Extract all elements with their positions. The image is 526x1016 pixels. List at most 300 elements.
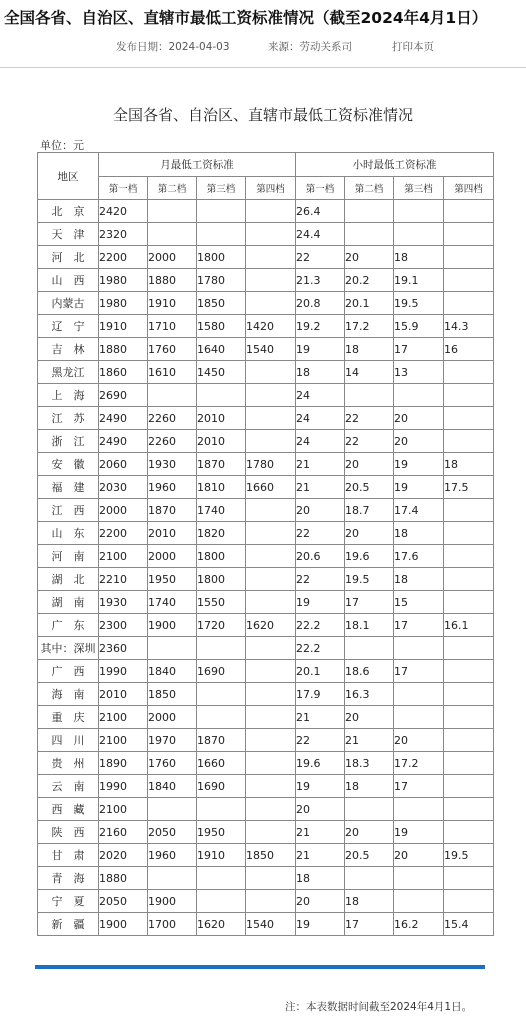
table-row [38, 453, 494, 476]
monthly-tier-1-cell: 2030 [99, 476, 148, 499]
hourly-tier-3-cell: 18 [394, 568, 444, 591]
hourly-tier-3-cell [394, 706, 444, 729]
hourly-tier-2-cell: 18.6 [345, 660, 394, 683]
region-cell: 广 西 [38, 660, 99, 683]
hourly-tier-4-cell [444, 729, 494, 752]
table-row [38, 913, 494, 936]
monthly-tier-4-cell [246, 384, 296, 407]
hourly-tier-4-cell [444, 499, 494, 522]
table-row [38, 384, 494, 407]
monthly-tier-1-cell: 2010 [99, 683, 148, 706]
monthly-tier-3-cell: 1660 [197, 752, 246, 775]
table-row [38, 246, 494, 269]
monthly-tier-1-cell: 1980 [99, 269, 148, 292]
hourly-tier-1-cell: 22 [296, 729, 345, 752]
monthly-tier-1-header: 第一档 [99, 177, 148, 200]
hourly-tier-3-cell: 17 [394, 338, 444, 361]
monthly-tier-4-cell [246, 430, 296, 453]
hourly-tier-4-cell [444, 223, 494, 246]
monthly-tier-4-cell: 1420 [246, 315, 296, 338]
table-row [38, 729, 494, 752]
hourly-tier-1-cell: 22 [296, 246, 345, 269]
monthly-tier-3-cell: 1800 [197, 246, 246, 269]
hourly-tier-1-cell: 17.9 [296, 683, 345, 706]
monthly-tier-1-cell: 2000 [99, 499, 148, 522]
monthly-tier-1-cell: 1990 [99, 775, 148, 798]
hourly-tier-3-cell: 15 [394, 591, 444, 614]
hourly-tier-2-cell: 21 [345, 729, 394, 752]
hourly-tier-2-cell: 19.6 [345, 545, 394, 568]
monthly-tier-3-cell [197, 798, 246, 821]
hourly-tier-1-cell: 20 [296, 890, 345, 913]
publish-date-label: 发布日期： [116, 41, 169, 53]
hourly-tier-4-cell [444, 683, 494, 706]
monthly-tier-4-cell [246, 798, 296, 821]
monthly-tier-4-cell [246, 200, 296, 223]
hourly-tier-4-cell [444, 637, 494, 660]
monthly-tier-3-cell [197, 384, 246, 407]
source-value: 劳动关系司 [299, 41, 352, 53]
monthly-tier-3-cell [197, 223, 246, 246]
monthly-tier-3-cell [197, 683, 246, 706]
monthly-tier-4-cell [246, 821, 296, 844]
monthly-tier-2-cell: 1910 [148, 292, 197, 315]
monthly-tier-3-cell [197, 867, 246, 890]
hourly-tier-3-cell: 17.6 [394, 545, 444, 568]
monthly-tier-4-header: 第四档 [246, 177, 296, 200]
monthly-tier-2-cell: 1840 [148, 775, 197, 798]
monthly-tier-4-cell: 1540 [246, 338, 296, 361]
monthly-tier-2-cell: 2010 [148, 522, 197, 545]
monthly-tier-1-cell: 2690 [99, 384, 148, 407]
publish-date-value: 2024-04-03 [168, 41, 230, 53]
monthly-tier-1-cell: 2100 [99, 545, 148, 568]
region-cell: 河 北 [38, 246, 99, 269]
hourly-tier-3-cell: 17.4 [394, 499, 444, 522]
hourly-tier-1-cell: 21 [296, 706, 345, 729]
hourly-tier-1-cell: 22 [296, 522, 345, 545]
hourly-tier-1-cell: 21 [296, 844, 345, 867]
monthly-tier-2-cell: 1740 [148, 591, 197, 614]
hourly-tier-2-cell [345, 223, 394, 246]
table-row [38, 292, 494, 315]
hourly-tier-3-cell: 17 [394, 660, 444, 683]
hourly-tier-3-cell: 19 [394, 821, 444, 844]
monthly-tier-2-cell: 2050 [148, 821, 197, 844]
min-wage-table [37, 152, 494, 936]
monthly-tier-1-cell: 2490 [99, 430, 148, 453]
monthly-tier-3-cell: 1800 [197, 568, 246, 591]
hourly-tier-4-cell [444, 775, 494, 798]
monthly-tier-3-cell [197, 200, 246, 223]
hourly-tier-1-cell: 19 [296, 591, 345, 614]
hourly-tier-4-cell [444, 200, 494, 223]
monthly-tier-2-cell [148, 867, 197, 890]
hourly-tier-4-cell [444, 430, 494, 453]
monthly-tier-1-cell: 1880 [99, 338, 148, 361]
region-cell: 西 藏 [38, 798, 99, 821]
hourly-tier-1-cell: 21.3 [296, 269, 345, 292]
monthly-tier-1-cell: 2420 [99, 200, 148, 223]
table-row [38, 269, 494, 292]
highlight-line [35, 965, 485, 969]
monthly-tier-3-cell: 1720 [197, 614, 246, 637]
monthly-tier-3-cell: 1800 [197, 545, 246, 568]
hourly-tier-2-cell [345, 637, 394, 660]
monthly-tier-1-cell: 2020 [99, 844, 148, 867]
hourly-tier-2-cell: 17 [345, 913, 394, 936]
monthly-tier-4-cell [246, 775, 296, 798]
region-cell: 江 西 [38, 499, 99, 522]
monthly-tier-2-cell: 1870 [148, 499, 197, 522]
hourly-tier-4-cell [444, 706, 494, 729]
monthly-tier-2-cell: 1610 [148, 361, 197, 384]
hourly-tier-4-cell: 16 [444, 338, 494, 361]
hourly-tier-1-cell: 18 [296, 361, 345, 384]
monthly-tier-1-cell: 1990 [99, 660, 148, 683]
hourly-tier-2-cell: 18.3 [345, 752, 394, 775]
footnote: 注：本表数据时间截至2024年4月1日。 [285, 1001, 473, 1013]
monthly-tier-1-cell: 1930 [99, 591, 148, 614]
hourly-tier-3-cell: 15.9 [394, 315, 444, 338]
region-cell: 湖 北 [38, 568, 99, 591]
unit-label: 单位：元 [40, 139, 84, 152]
hourly-tier-2-cell [345, 798, 394, 821]
hourly-tier-4-cell: 19.5 [444, 844, 494, 867]
monthly-tier-2-header: 第二档 [148, 177, 197, 200]
monthly-tier-4-cell [246, 683, 296, 706]
hourly-tier-2-cell: 20.5 [345, 476, 394, 499]
monthly-tier-3-cell: 1870 [197, 729, 246, 752]
hourly-tier-3-header: 第三档 [394, 177, 444, 200]
monthly-tier-4-cell [246, 223, 296, 246]
hourly-tier-4-cell [444, 522, 494, 545]
table-row [38, 315, 494, 338]
hourly-tier-4-cell: 14.3 [444, 315, 494, 338]
region-cell: 云 南 [38, 775, 99, 798]
hourly-tier-4-cell: 17.5 [444, 476, 494, 499]
monthly-tier-4-cell [246, 637, 296, 660]
monthly-tier-2-cell: 1710 [148, 315, 197, 338]
region-cell: 宁 夏 [38, 890, 99, 913]
monthly-tier-2-cell: 2260 [148, 407, 197, 430]
table-row [38, 844, 494, 867]
table-row [38, 568, 494, 591]
monthly-tier-3-cell: 1810 [197, 476, 246, 499]
monthly-tier-2-cell: 1970 [148, 729, 197, 752]
hourly-tier-4-cell: 18 [444, 453, 494, 476]
monthly-tier-1-cell: 2200 [99, 246, 148, 269]
region-cell: 陕 西 [38, 821, 99, 844]
hourly-tier-3-cell: 17 [394, 775, 444, 798]
hourly-tier-1-cell: 18 [296, 867, 345, 890]
region-cell: 安 徽 [38, 453, 99, 476]
print-page-link[interactable]: 打印本页 [392, 41, 434, 53]
hourly-tier-4-cell [444, 867, 494, 890]
hourly-tier-4-cell [444, 407, 494, 430]
monthly-tier-3-cell: 1740 [197, 499, 246, 522]
hourly-tier-1-cell: 24.4 [296, 223, 345, 246]
hourly-tier-2-cell: 18 [345, 775, 394, 798]
hourly-tier-3-cell: 18 [394, 522, 444, 545]
monthly-tier-1-cell: 2300 [99, 614, 148, 637]
hourly-tier-3-cell: 19.5 [394, 292, 444, 315]
table-row [38, 637, 494, 660]
region-cell: 湖 南 [38, 591, 99, 614]
monthly-tier-4-cell [246, 568, 296, 591]
monthly-tier-4-cell: 1620 [246, 614, 296, 637]
region-cell: 内蒙古 [38, 292, 99, 315]
monthly-tier-1-cell: 1980 [99, 292, 148, 315]
hourly-tier-4-cell [444, 568, 494, 591]
table-row [38, 867, 494, 890]
region-cell: 黑龙江 [38, 361, 99, 384]
hourly-tier-4-cell [444, 384, 494, 407]
monthly-tier-1-cell: 2050 [99, 890, 148, 913]
monthly-tier-4-cell [246, 729, 296, 752]
hourly-tier-1-cell: 21 [296, 476, 345, 499]
monthly-tier-2-cell [148, 223, 197, 246]
hourly-tier-1-cell: 22.2 [296, 614, 345, 637]
monthly-tier-1-cell: 2100 [99, 729, 148, 752]
hourly-tier-2-cell: 17.2 [345, 315, 394, 338]
hourly-tier-3-cell: 19.1 [394, 269, 444, 292]
table-row [38, 200, 494, 223]
monthly-tier-3-cell [197, 890, 246, 913]
monthly-tier-3-cell: 1850 [197, 292, 246, 315]
hourly-tier-3-cell [394, 637, 444, 660]
monthly-tier-2-cell: 1960 [148, 476, 197, 499]
hourly-tier-4-cell [444, 752, 494, 775]
table-row [38, 338, 494, 361]
monthly-tier-4-cell: 1660 [246, 476, 296, 499]
monthly-tier-1-cell: 1910 [99, 315, 148, 338]
monthly-tier-1-cell: 1860 [99, 361, 148, 384]
region-cell: 北 京 [38, 200, 99, 223]
monthly-tier-2-cell: 1850 [148, 683, 197, 706]
monthly-tier-4-cell [246, 867, 296, 890]
monthly-tier-3-cell: 1870 [197, 453, 246, 476]
page-title: 全国各省、自治区、直辖市最低工资标准情况（截至2024年4月1日） [4, 9, 488, 27]
hourly-tier-1-cell: 19 [296, 338, 345, 361]
monthly-tier-2-cell: 1960 [148, 844, 197, 867]
monthly-tier-2-cell: 1950 [148, 568, 197, 591]
hourly-tier-3-cell: 17.2 [394, 752, 444, 775]
monthly-tier-1-cell: 1880 [99, 867, 148, 890]
table-row [38, 545, 494, 568]
monthly-tier-4-cell [246, 499, 296, 522]
monthly-tier-3-cell [197, 706, 246, 729]
hourly-tier-3-cell: 18 [394, 246, 444, 269]
monthly-tier-3-cell: 1550 [197, 591, 246, 614]
hourly-tier-2-cell: 19.5 [345, 568, 394, 591]
hourly-tier-4-cell [444, 660, 494, 683]
table-row [38, 775, 494, 798]
hourly-tier-3-cell: 13 [394, 361, 444, 384]
hourly-tier-4-cell [444, 361, 494, 384]
monthly-tier-4-cell [246, 246, 296, 269]
monthly-tier-3-cell: 1620 [197, 913, 246, 936]
monthly-tier-2-cell: 1760 [148, 338, 197, 361]
monthly-tier-1-cell: 2490 [99, 407, 148, 430]
hourly-tier-1-cell: 20 [296, 499, 345, 522]
table-row [38, 430, 494, 453]
hourly-tier-1-cell: 20.1 [296, 660, 345, 683]
monthly-tier-1-cell: 2060 [99, 453, 148, 476]
monthly-tier-4-cell [246, 706, 296, 729]
hourly-tier-1-cell: 24 [296, 430, 345, 453]
monthly-tier-2-cell: 1880 [148, 269, 197, 292]
monthly-tier-3-cell: 1690 [197, 775, 246, 798]
hourly-tier-1-cell: 24 [296, 384, 345, 407]
monthly-tier-2-cell: 2000 [148, 545, 197, 568]
monthly-tier-1-cell: 2200 [99, 522, 148, 545]
monthly-tier-3-cell: 1450 [197, 361, 246, 384]
hourly-tier-3-cell [394, 867, 444, 890]
monthly-tier-1-cell: 1900 [99, 913, 148, 936]
region-cell: 山 西 [38, 269, 99, 292]
region-cell: 浙 江 [38, 430, 99, 453]
hourly-tier-2-cell: 18.7 [345, 499, 394, 522]
region-cell: 贵 州 [38, 752, 99, 775]
monthly-tier-4-cell: 1780 [246, 453, 296, 476]
region-cell: 四 川 [38, 729, 99, 752]
region-cell: 新 疆 [38, 913, 99, 936]
table-row [38, 361, 494, 384]
monthly-tier-2-cell [148, 798, 197, 821]
monthly-tier-2-cell: 1760 [148, 752, 197, 775]
table-row [38, 660, 494, 683]
region-cell: 其中：深圳 [38, 637, 99, 660]
hourly-tier-3-cell [394, 890, 444, 913]
monthly-tier-1-cell: 2100 [99, 706, 148, 729]
hourly-tier-4-cell [444, 821, 494, 844]
hourly-tier-3-cell [394, 200, 444, 223]
monthly-header: 月最低工资标准 [99, 153, 296, 177]
hourly-tier-3-cell: 20 [394, 430, 444, 453]
hourly-tier-4-cell [444, 591, 494, 614]
hourly-tier-2-header: 第二档 [345, 177, 394, 200]
monthly-tier-2-cell: 2000 [148, 246, 197, 269]
monthly-tier-4-cell [246, 407, 296, 430]
hourly-tier-3-cell: 20 [394, 407, 444, 430]
hourly-tier-3-cell: 17 [394, 614, 444, 637]
hourly-tier-2-cell: 18.1 [345, 614, 394, 637]
region-cell: 青 海 [38, 867, 99, 890]
monthly-tier-2-cell [148, 200, 197, 223]
hourly-tier-2-cell: 22 [345, 430, 394, 453]
table-row [38, 476, 494, 499]
monthly-tier-2-cell: 2000 [148, 706, 197, 729]
hourly-tier-2-cell: 14 [345, 361, 394, 384]
hourly-tier-2-cell [345, 200, 394, 223]
hourly-tier-2-cell: 20 [345, 821, 394, 844]
hourly-tier-3-cell [394, 683, 444, 706]
table-body [38, 200, 494, 936]
monthly-tier-4-cell [246, 752, 296, 775]
monthly-tier-1-cell: 2320 [99, 223, 148, 246]
hourly-tier-1-header: 第一档 [296, 177, 345, 200]
region-cell: 山 东 [38, 522, 99, 545]
region-cell: 广 东 [38, 614, 99, 637]
monthly-tier-3-cell: 1580 [197, 315, 246, 338]
hourly-tier-2-cell: 18 [345, 338, 394, 361]
hourly-tier-1-cell: 26.4 [296, 200, 345, 223]
hourly-tier-2-cell: 20 [345, 522, 394, 545]
hourly-header: 小时最低工资标准 [296, 153, 494, 177]
monthly-tier-1-cell: 2160 [99, 821, 148, 844]
hourly-tier-1-cell: 20.8 [296, 292, 345, 315]
region-cell: 海 南 [38, 683, 99, 706]
hourly-tier-4-cell [444, 269, 494, 292]
region-header: 地区 [38, 153, 99, 200]
hourly-tier-4-cell [444, 292, 494, 315]
source [268, 39, 352, 54]
hourly-tier-3-cell: 19 [394, 453, 444, 476]
hourly-tier-3-cell [394, 223, 444, 246]
table-row [38, 522, 494, 545]
document-title: 全国各省、自治区、直辖市最低工资标准情况 [112, 106, 413, 124]
hourly-tier-1-cell: 19.6 [296, 752, 345, 775]
region-cell: 重 庆 [38, 706, 99, 729]
monthly-tier-4-cell [246, 591, 296, 614]
monthly-tier-4-cell: 1540 [246, 913, 296, 936]
hourly-tier-2-cell: 20.5 [345, 844, 394, 867]
monthly-tier-2-cell: 1930 [148, 453, 197, 476]
monthly-tier-2-cell: 1900 [148, 890, 197, 913]
hourly-tier-2-cell: 20 [345, 453, 394, 476]
region-cell: 甘 肃 [38, 844, 99, 867]
monthly-tier-1-cell: 1890 [99, 752, 148, 775]
hourly-tier-4-cell [444, 890, 494, 913]
hourly-tier-4-cell: 15.4 [444, 913, 494, 936]
hourly-tier-2-cell [345, 384, 394, 407]
table-row [38, 407, 494, 430]
monthly-tier-4-cell [246, 890, 296, 913]
monthly-tier-4-cell [246, 660, 296, 683]
hourly-tier-4-cell [444, 545, 494, 568]
table-row [38, 499, 494, 522]
region-cell: 辽 宁 [38, 315, 99, 338]
region-cell: 上 海 [38, 384, 99, 407]
table-row [38, 706, 494, 729]
hourly-tier-4-cell [444, 798, 494, 821]
source-label: 来源： [268, 41, 300, 53]
table-row [38, 683, 494, 706]
monthly-tier-3-cell: 1780 [197, 269, 246, 292]
hourly-tier-4-cell: 16.1 [444, 614, 494, 637]
hourly-tier-2-cell: 20 [345, 246, 394, 269]
hourly-tier-2-cell: 20 [345, 706, 394, 729]
hourly-tier-2-cell: 18 [345, 890, 394, 913]
monthly-tier-3-cell: 1950 [197, 821, 246, 844]
hourly-tier-3-cell: 19 [394, 476, 444, 499]
monthly-tier-3-header: 第三档 [197, 177, 246, 200]
hourly-tier-1-cell: 22 [296, 568, 345, 591]
monthly-tier-3-cell: 1820 [197, 522, 246, 545]
monthly-tier-2-cell: 2260 [148, 430, 197, 453]
hourly-tier-3-cell [394, 384, 444, 407]
monthly-tier-1-cell: 2100 [99, 798, 148, 821]
header-divider [0, 67, 526, 68]
region-cell: 天 津 [38, 223, 99, 246]
meta-row [0, 39, 526, 55]
monthly-tier-2-cell [148, 637, 197, 660]
monthly-tier-2-cell [148, 384, 197, 407]
monthly-tier-4-cell: 1850 [246, 844, 296, 867]
monthly-tier-1-cell: 2360 [99, 637, 148, 660]
hourly-tier-1-cell: 22.2 [296, 637, 345, 660]
